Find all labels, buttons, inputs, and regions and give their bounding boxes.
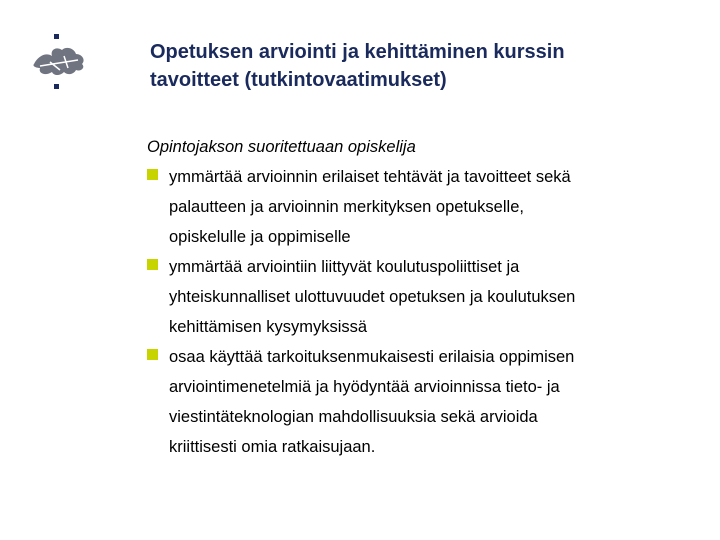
bullet-item	[147, 252, 707, 342]
bullet-line: palautteen ja arvioinnin merkityksen opetukselle,	[169, 198, 524, 216]
bullet-line: opiskelulle ja oppimiselle	[169, 228, 351, 246]
bullet-line: ymmärtää arviointiin liittyvät koulutuspoliittiset ja	[169, 258, 520, 276]
square-bullet-icon	[147, 169, 158, 180]
slide-title	[150, 38, 690, 94]
bullet-line: arviointimenetelmiä ja hyödyntää arvioinnissa tieto- ja	[169, 378, 560, 396]
title-line: tavoitteet (tutkintovaatimukset)	[150, 69, 447, 91]
bullet-item	[147, 342, 707, 462]
university-logo-icon	[20, 26, 92, 96]
title-line: Opetuksen arviointi ja kehittäminen kurssin	[150, 41, 565, 63]
bullet-line: viestintäteknologian mahdollisuuksia sekä arvioida	[169, 408, 538, 426]
square-bullet-icon	[147, 259, 158, 270]
bullet-line: ymmärtää arvioinnin erilaiset tehtävät ja tavoitteet sekä	[169, 168, 571, 186]
bullet-line: osaa käyttää tarkoituksenmukaisesti erilaisia oppimisen	[169, 348, 575, 366]
square-bullet-icon	[147, 349, 158, 360]
intro-text: Opintojakson suoritettuaan opiskelija	[147, 138, 416, 156]
slide-content	[147, 132, 707, 462]
bullet-line: kriittisesti omia ratkaisujaan.	[169, 438, 376, 456]
bullet-line: yhteiskunnalliset ulottuvuudet opetuksen ja koulutuksen	[169, 288, 576, 306]
bullet-list	[147, 162, 707, 462]
bullet-item	[147, 162, 707, 252]
bullet-line: kehittämisen kysymyksissä	[169, 318, 368, 336]
